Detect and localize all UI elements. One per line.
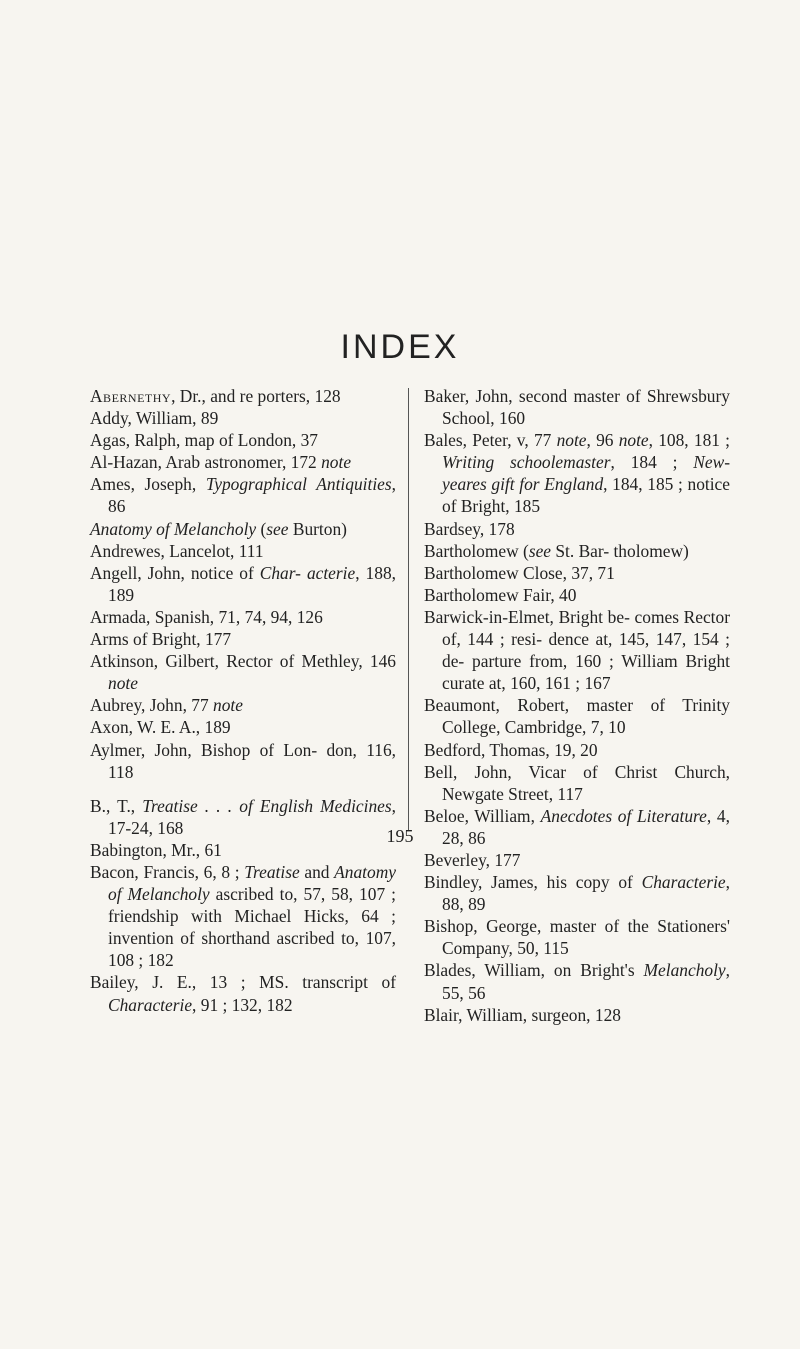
- index-entry: [90, 540, 396, 562]
- index-entry-text: Blair, William, surgeon, 128: [424, 1004, 621, 1025]
- index-entry-text: , 91 ; 132, 182: [192, 994, 293, 1015]
- index-entry-text: Angell, John, notice of: [90, 562, 260, 583]
- index-entry-text: Agas, Ralph, map of London, 37: [90, 430, 318, 451]
- index-entry-text: , 96: [586, 430, 619, 451]
- index-entry-text: Armada, Spanish, 71, 74, 94, 126: [90, 606, 323, 627]
- index-entry: [90, 385, 396, 407]
- page-title: INDEX: [340, 328, 460, 366]
- index-entry-text: Baker, John, second master of Shrewsbury School, 160: [424, 386, 730, 429]
- index-entry: [90, 429, 396, 451]
- column-divider: [408, 388, 409, 830]
- index-entry: [90, 562, 396, 606]
- index-entry-text: B., T.,: [90, 795, 143, 816]
- index-entry-text: Beverley, 177: [424, 849, 521, 870]
- index-entry-text: Typographical Antiquities: [205, 474, 392, 495]
- index-entry: [424, 871, 730, 915]
- index-entry-text: Bales, Peter, v, 77: [424, 430, 557, 451]
- index-entry-text: , 88, 89: [442, 872, 730, 915]
- index-entry-text: ascribed to, 57, 58, 107 ; friendship with Michael Hicks, 64 ; invention of shorthand ascribed to, 107, 108 ; 182: [108, 884, 396, 971]
- index-entry-text: Addy, William, 89: [90, 408, 219, 429]
- index-entry-text: and: [299, 861, 335, 882]
- index-entry-text: Bedford, Thomas, 19, 20: [424, 739, 598, 760]
- index-entry-text: Characterie: [641, 872, 726, 893]
- index-entry-text: note: [556, 430, 587, 451]
- index-entry-text: Bell, John, Vicar of Christ Church, Newgate Street, 117: [424, 761, 730, 804]
- index-entry-text: note: [618, 430, 649, 451]
- index-column-left: [90, 385, 396, 1016]
- index-entry: [90, 716, 396, 738]
- index-entry-text: Bacon, Francis, 6, 8 ;: [90, 861, 245, 882]
- index-entry-text: , 188, 189: [108, 562, 396, 605]
- index-entry-text: Babington, Mr., 61: [90, 839, 222, 860]
- index-entry-text: , Dr., and re porters, 128: [171, 386, 341, 406]
- index-entry-text: Bishop, George, master of the Stationers' Company, 50, 115: [424, 916, 730, 959]
- index-entry-text: , 4, 28, 86: [442, 805, 730, 848]
- index-entry: [424, 562, 730, 584]
- index-entry-text: Anecdotes of Literature: [540, 805, 707, 826]
- index-entry: [424, 1004, 730, 1026]
- index-entry-text: Beaumont, Robert, master of Trinity College, Cambridge, 7, 10: [424, 695, 730, 738]
- index-entry-text: , 86: [108, 474, 396, 517]
- index-entry-text: Anatomy of Melancholy: [90, 518, 257, 539]
- index-entry: [424, 518, 730, 540]
- index-entry-text: note: [213, 695, 243, 716]
- index-entry-text: Char- acterie: [259, 562, 356, 583]
- index-entry-text: Atkinson, Gilbert, Rector of Methley, 146: [90, 651, 396, 672]
- index-entry-text: Ames, Joseph,: [90, 474, 206, 495]
- index-entry: [424, 584, 730, 606]
- index-entry-text: Al-Hazan, Arab astronomer, 172: [90, 452, 322, 473]
- index-entry-text: Bartholomew Fair, 40: [424, 584, 577, 605]
- page-number: 195: [386, 826, 414, 846]
- index-entry: [424, 849, 730, 871]
- index-entry-text: Beloe, William,: [424, 805, 541, 826]
- index-entry-text: Bartholomew Close, 37, 71: [424, 562, 615, 583]
- index-entry-text: Treatise: [244, 861, 300, 882]
- index-entry-text: Barwick-in-Elmet, Bright be- comes Rector of, 144 ; resi- dence at, 145, 147, 154 ; de- parture from, 160 ; William Bright curate at, 160, 161 ; 167: [424, 606, 730, 694]
- index-entry: [424, 959, 730, 1003]
- index-column-right: [424, 385, 730, 1026]
- index-entry-text: , 55, 56: [442, 960, 730, 1003]
- index-entry: [424, 429, 730, 517]
- index-entry-text: New- yeares gift for England: [442, 452, 730, 495]
- index-entry: [90, 407, 396, 429]
- index-entry: [90, 518, 396, 540]
- index-entry-text: note: [108, 673, 138, 694]
- index-entry-text: (: [256, 518, 267, 539]
- index-entry: [90, 739, 396, 783]
- index-entry: [90, 628, 396, 650]
- index-entry: [90, 473, 396, 517]
- index-entry: [424, 606, 730, 694]
- index-entry: [90, 650, 396, 694]
- index-entry: [90, 694, 396, 716]
- index-entry-text: see: [528, 540, 552, 561]
- index-entry-text: Bindley, James, his copy of: [424, 872, 642, 893]
- index-entry-text: Writing schoolemaster: [442, 452, 611, 473]
- index-entry-text: Melancholy: [643, 960, 726, 981]
- index-entry: [424, 540, 730, 562]
- index-entry-text: Anatomy of Melancholy: [108, 861, 396, 905]
- index-entry: [424, 694, 730, 738]
- index-entry: [90, 971, 396, 1015]
- index-entry: [424, 385, 730, 429]
- index-entry-text: Axon, W. E. A., 189: [90, 717, 231, 738]
- index-entry-text: Andrewes, Lancelot, 111: [90, 540, 264, 561]
- index-entry-text: Characterie: [108, 994, 193, 1015]
- index-entry: [90, 861, 396, 971]
- index-entry-text: , 184, 185 ; notice of Bright, 185: [442, 474, 730, 517]
- index-entry-text: Aylmer, John, Bishop of Lon- don, 116, 118: [90, 739, 396, 782]
- index-entry-text: Blades, William, on Bright's: [424, 960, 644, 981]
- index-entry-text: note: [321, 452, 352, 473]
- index-entry-text: see: [266, 518, 289, 539]
- index-entry-text: , 17-24, 168: [108, 795, 396, 838]
- index-entry-text: , 108, 181 ;: [648, 430, 731, 451]
- index-entry-text: Bartholomew (: [424, 540, 529, 561]
- index-entry-text: Burton): [288, 518, 347, 539]
- index-entry: [90, 606, 396, 628]
- index-entry: [424, 739, 730, 761]
- index-entry-text: St. Bar- tholomew): [551, 540, 689, 561]
- index-entry-text: Bardsey, 178: [424, 518, 515, 539]
- index-entry: [424, 761, 730, 805]
- index-entry: [424, 915, 730, 959]
- index-entry-text: Bailey, J. E., 13 ; MS. transcript of: [90, 972, 396, 993]
- index-entry-text: Treatise . . . of English Medicines: [142, 795, 392, 816]
- index-entry-text: Abernethy: [90, 386, 172, 406]
- index-entry-text: Arms of Bright, 177: [90, 629, 232, 650]
- index-entry-text: , 184 ;: [610, 452, 694, 473]
- index-entry: [90, 451, 396, 473]
- index-entry-text: Aubrey, John, 77: [90, 695, 214, 716]
